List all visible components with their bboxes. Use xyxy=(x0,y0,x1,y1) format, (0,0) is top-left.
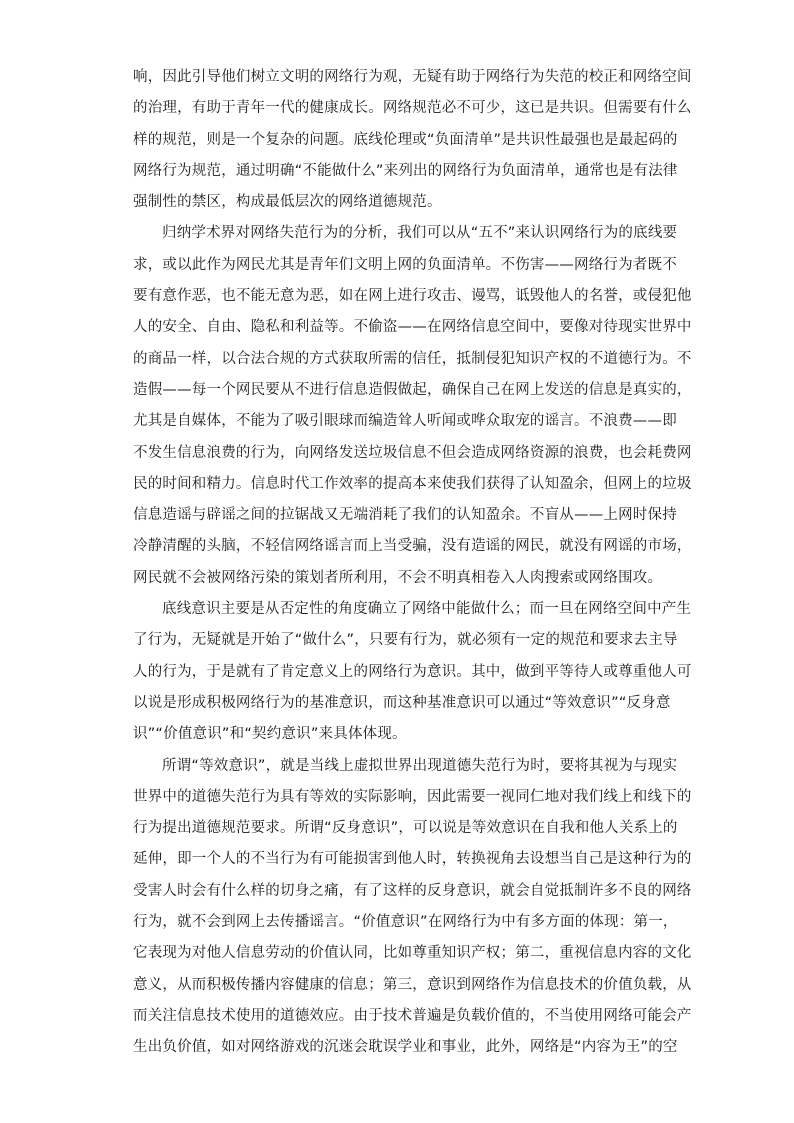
text-line: 底线意识主要是从否定性的角度确立了网络中能做什么；而一旦在网络空间中产生 xyxy=(162,601,692,618)
text-line: 网民就不会被网络污染的策划者所利用，不会不明真相卷入人肉搜索或网络围攻。 xyxy=(133,569,663,586)
text-line: 响，因此引导他们树立文明的网络行为观，无疑有助于网络行为失范的校正和网络空间 xyxy=(133,69,692,85)
text-line: 造假——每一个网民要从不进行信息造假做起，确保自己在网上发送的信息是真实的， xyxy=(133,381,692,398)
text-line: 网络行为规范，通过明确“不能做什么”来列出的网络行为负面清单，通常也是有法律 xyxy=(133,162,678,179)
paragraph-1 xyxy=(133,62,692,218)
text-line: 受害人时会有什么样的切身之痛，有了这样的反身意识，就会自觉抵制许多不良的网络 xyxy=(133,882,692,899)
text-line: 的商品一样，以合法合规的方式获取所需的信任，抵制侵犯知识产权的不道德行为。不 xyxy=(133,350,692,367)
text-line: 生出负价值，如对网络游戏的沉迷会耽误学业和事业，此外，网络是“内容为王”的空 xyxy=(133,1039,678,1056)
text-line: 意义，从而积极传播内容健康的信息；第三，意识到网络作为信息技术的价值负载，从 xyxy=(133,976,692,993)
text-line: 要有意作恶，也不能无意为恶，如在网上进行攻击、谩骂，诋毁他人的名誉，或侵犯他 xyxy=(133,288,692,305)
text-line: 归纳学术界对网络失范行为的分析，我们可以从“五不”来认识网络行为的底线要 xyxy=(162,225,678,242)
text-line: 它表现为对他人信息劳动的价值认同，比如尊重知识产权；第二，重视信息内容的文化 xyxy=(133,945,692,962)
text-line: 行为，就不会到网上去传播谣言。“价值意识”在网络行为中有多方面的体现：第一， xyxy=(133,914,678,931)
text-line: 不发生信息浪费的行为，向网络发送垃圾信息不但会造成网络资源的浪费，也会耗费网 xyxy=(133,444,692,461)
paragraph-2 xyxy=(133,218,692,594)
text-line: 识”“价值意识”和“契约意识”来具体体现。 xyxy=(133,726,407,743)
text-line: 延伸，即一个人的不当行为有可能损害到他人时，转换视角去设想当自己是这种行为的 xyxy=(133,851,692,868)
text-line: 了行为，无疑就是开始了“做什么”，只要有行为，就必须有一定的规范和要求去主导 xyxy=(133,632,678,649)
text-line: 求，或以此作为网民尤其是青年们文明上网的负面清单。不伤害——网络行为者既不 xyxy=(133,256,677,273)
article-body xyxy=(133,62,692,1064)
text-line: 世界中的道德失范行为具有等效的实际影响，因此需要一视同仁地对我们线上和线下的 xyxy=(133,788,692,805)
text-line: 尤其是自媒体，不能为了吸引眼球而编造耸人听闻或哗众取宠的谣言。不浪费——即 xyxy=(133,413,677,430)
paragraph-3 xyxy=(133,594,692,750)
text-line: 行为提出道德规范要求。所谓“反身意识”，可以说是等效意识在自我和他人关系上的 xyxy=(133,820,678,837)
text-line: 冷静清醒的头脑，不轻信网络谣言而上当受骗，没有造谣的网民，就没有网谣的市场， xyxy=(133,538,692,555)
text-line: 而关注信息技术使用的道德效应。由于技术普遍是负载价值的，不当使用网络可能会产 xyxy=(133,1007,692,1024)
paragraph-4 xyxy=(133,751,692,1064)
text-line: 强制性的禁区，构成最低层次的网络道德规范。 xyxy=(133,194,442,211)
text-line: 样的规范，则是一个复杂的问题。底线伦理或“负面清单”是共识性最强也是最起码的 xyxy=(133,131,678,148)
text-line: 的治理，有助于青年一代的健康成长。网络规范必不可少，这已是共识。但需要有什么 xyxy=(133,100,692,117)
text-line: 信息造谣与辟谣之间的拉锯战又无端消耗了我们的认知盈余。不盲从——上网时保持 xyxy=(133,507,677,524)
text-line: 以说是形成积极网络行为的基准意识，而这种基准意识可以通过“等效意识”“反身意 xyxy=(133,694,671,711)
text-line: 人的行为，于是就有了肯定意义上的网络行为意识。其中，做到平等待人或尊重他人可 xyxy=(133,663,692,680)
text-line: 所谓“等效意识”，就是当线上虚拟世界出现道德失范行为时，要将其视为与现实 xyxy=(162,757,678,774)
text-line: 民的时间和精力。信息时代工作效率的提高本来使我们获得了认知盈余，但网上的垃圾 xyxy=(133,475,692,492)
text-line: 人的安全、自由、隐私和利益等。不偷盗——在网络信息空间中，要像对待现实世界中 xyxy=(133,319,692,336)
